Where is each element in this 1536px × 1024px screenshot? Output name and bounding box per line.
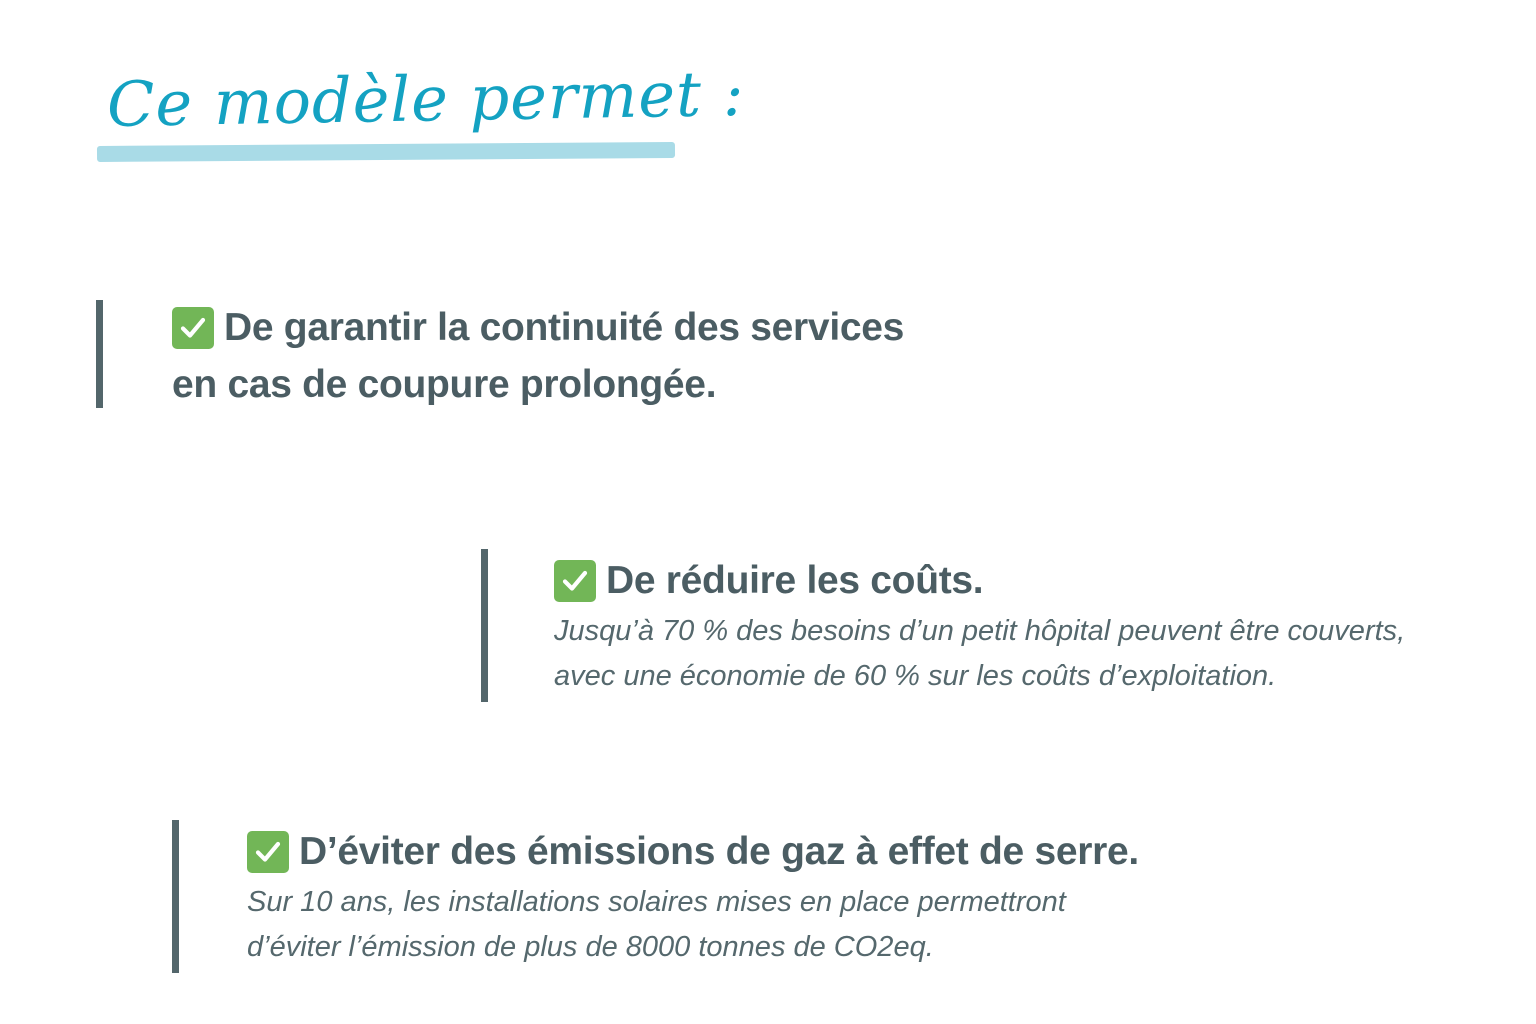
benefit-heading-text: D’éviter des émissions de gaz à effet de serre. xyxy=(299,830,1139,873)
quote-bar xyxy=(172,820,179,973)
benefit-heading xyxy=(247,824,1139,880)
benefit-content xyxy=(172,300,904,414)
page-title-group xyxy=(97,56,746,170)
benefit-item-costs xyxy=(481,549,1481,709)
benefit-heading xyxy=(172,300,904,356)
check-mark-icon xyxy=(554,560,596,602)
quote-bar xyxy=(96,300,103,408)
benefit-heading xyxy=(554,553,1405,609)
benefit-heading-line2: en cas de coupure prolongée. xyxy=(172,363,717,406)
benefit-item-emissions xyxy=(172,820,1172,980)
benefit-content xyxy=(554,553,1405,699)
benefit-description-line2: d’éviter l’émission de plus de 8000 tonnes de CO2eq. xyxy=(247,931,934,963)
quote-bar xyxy=(481,549,488,702)
check-mark-icon xyxy=(172,307,214,349)
benefit-heading-line1: De garantir la continuité des services xyxy=(224,306,905,349)
benefit-item-continuity xyxy=(96,300,956,410)
benefit-description-line1: Jusqu’à 70 % des besoins d’un petit hôpital peuvent être couverts, xyxy=(554,615,1406,647)
benefit-description-line1: Sur 10 ans, les installations solaires mises en place permettront xyxy=(247,886,1066,918)
benefit-heading-text: De réduire les coûts. xyxy=(606,559,984,602)
benefit-description-line2: avec une économie de 60 % sur les coûts d’exploitation. xyxy=(554,660,1277,692)
benefit-content xyxy=(247,824,1139,970)
check-mark-icon xyxy=(247,831,289,873)
page-title: Ce modèle permet : xyxy=(106,56,746,141)
